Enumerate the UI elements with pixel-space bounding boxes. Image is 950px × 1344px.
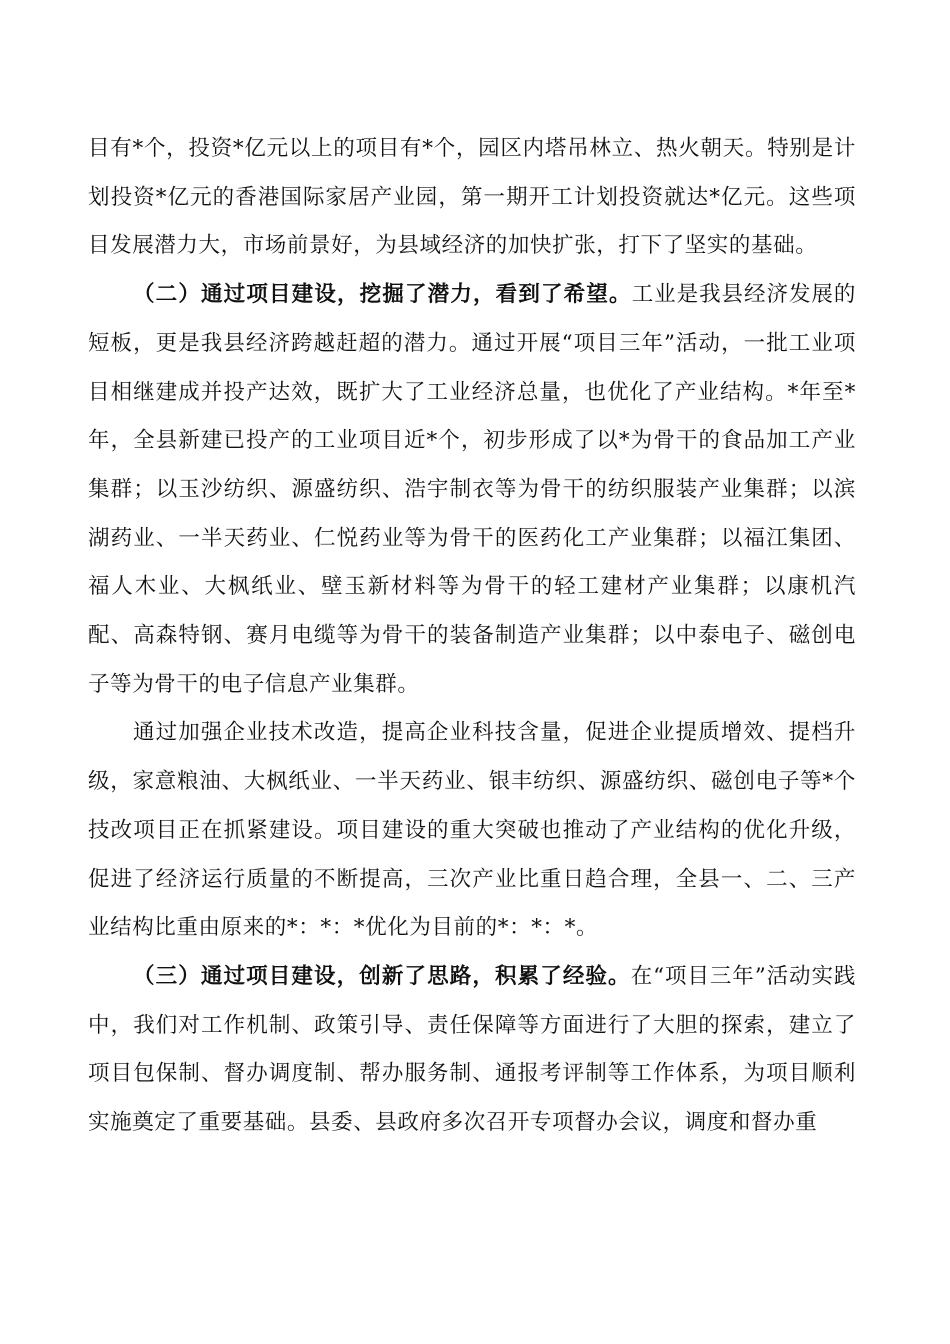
paragraph-4 [88,953,856,1148]
paragraph-4-text: 在“项目三年”活动实践中，我们对工作机制、政策引导、责任保障等方面进行了大胆的探索，建立了项目包保制、督办调度制、帮办服务制、通报考评制等工作体系，为项目顺利实施奠定了重要基础。县委、县政府多次召开专项督办会议，调度和督办重 [88,963,856,1136]
paragraph-2-text: 工业是我县经济发展的短板，更是我县经济跨越赶超的潜力。通过开展“项目三年”活动，一批工业项目相继建成并投产达效，既扩大了工业经济总量，也优化了产业结构。*年至*年，全县新建已投产的工业项目近*个，初步形成了以*为骨干的食品加工产业集群；以玉沙纺织、源盛纺织、浩宇制衣等为骨干的纺织服装产业集群；以滨湖药业、一半天药业、仁悦药业等为骨干的医药化工产业集群；以福江集团、福人木业、大枫纸业、壁玉新材料等为骨干的轻工建材产业集群；以康机汽配、高森特钢、赛月电缆等为骨干的装备制造产业集群；以中泰电子、磁创电子等为骨干的电子信息产业集群。 [88,282,856,697]
paragraph-1 [88,125,856,271]
paragraph-3-text: 通过加强企业技术改造，提高企业科技含量，促进企业提质增效、提档升级，家意粮油、大枫纸业、一半天药业、银丰纺织、源盛纺织、磁创电子等*个技改项目正在抓紧建设。项目建设的重大突破也推动了产业结构的优化升级，促进了经济运行质量的不断提高，三次产业比重日趋合理，全县一、二、三产业结构比重由原来的*：*：*优化为目前的*：*：*。 [88,720,856,941]
paragraph-2 [88,271,856,709]
section-3-heading: （三）通过项目建设，创新了思路，积累了经验。 [133,963,631,989]
section-2-heading: （二）通过项目建设，挖掘了潜力，看到了希望。 [133,282,632,308]
paragraph-1-text: 目有*个，投资*亿元以上的项目有*个，园区内塔吊林立、热火朝天。特别是计划投资*亿元的香港国际家居产业园，第一期开工计划投资就达*亿元。这些项目发展潜力大，市场前景好，为县域经济的加快扩张，打下了坚实的基础。 [88,136,856,259]
paragraph-3 [88,709,856,953]
document-body [88,125,856,1148]
